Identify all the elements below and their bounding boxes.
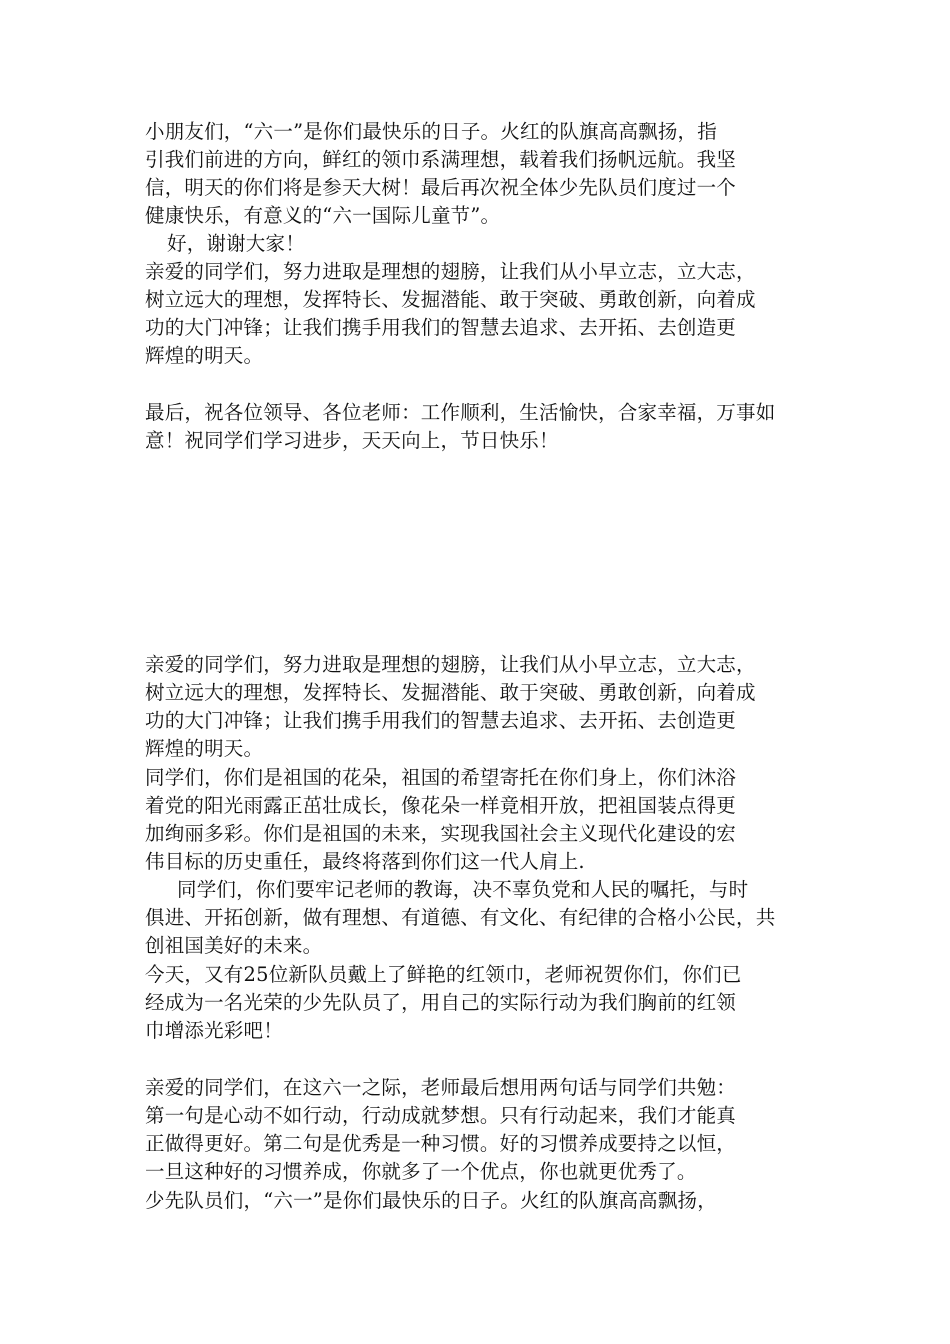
paragraph-line: 辉煌的明天。 [145, 737, 264, 760]
paragraph-line: 健康快乐，有意义的“六一国际儿童节”。 [145, 204, 501, 227]
paragraph-line: 好，谢谢大家！ [167, 232, 305, 255]
paragraph-line: 亲爱的同学们，在这六一之际，老师最后想用两句话与同学们共勉： [145, 1076, 737, 1099]
paragraph-line: 小朋友们，“六一”是你们最快乐的日子。火红的队旗高高飘扬，指 [145, 120, 717, 143]
paragraph-line: 辉煌的明天。 [145, 344, 264, 367]
paragraph-thanks [145, 230, 810, 258]
paragraph-line: 创祖国美好的未来。 [145, 934, 323, 957]
paragraph-strive-ideals [145, 258, 810, 370]
paragraph-line: 俱进、开拓创新，做有理想、有道德、有文化、有纪律的合格小公民，共 [145, 906, 776, 929]
paragraph-pioneers-greeting [145, 1187, 810, 1215]
paragraph-line: 亲爱的同学们，努力进取是理想的翅膀，让我们从小早立志，立大志， [145, 653, 756, 676]
paragraph-flowers-of-motherland [145, 764, 810, 876]
paragraph-line: 第一句是心动不如行动，行动成就梦想。只有行动起来，我们才能真 [145, 1104, 737, 1127]
paragraph-line: 同学们，你们是祖国的花朵，祖国的希望寄托在你们身上，你们沐浴 [145, 766, 737, 789]
paragraph-line: 功的大门冲锋；让我们携手用我们的智慧去追求、去开拓、去创造更 [145, 316, 737, 339]
paragraph-remember-teachings [145, 876, 810, 960]
paragraph-line: 少先队员们，“六一”是你们最快乐的日子。火红的队旗高高飘扬， [145, 1189, 717, 1212]
paragraph-strive-ideals-repeat [145, 651, 810, 763]
paragraph-line: 今天，又有25位新队员戴上了鲜艳的红领巾，老师祝贺你们，你们已 [145, 963, 742, 986]
paragraph-line: 伟目标的历史重任，最终将落到你们这一代人肩上. [145, 850, 585, 873]
paragraph-new-members [145, 961, 810, 1045]
paragraph-line: 亲爱的同学们，努力进取是理想的翅膀，让我们从小早立志，立大志， [145, 260, 756, 283]
paragraph-line: 正做得更好。第二句是优秀是一种习惯。好的习惯养成要持之以恒， [145, 1132, 737, 1155]
paragraph-line: 加绚丽多彩。你们是祖国的未来，实现我国社会主义现代化建设的宏 [145, 822, 737, 845]
paragraph-line: 功的大门冲锋；让我们携手用我们的智慧去追求、去开拓、去创造更 [145, 709, 737, 732]
paragraph-line: 经成为一名光荣的少先队员了，用自己的实际行动为我们胸前的红领 [145, 991, 737, 1014]
paragraph-line: 树立远大的理想，发挥特长、发掘潜能、敢于突破、勇敢创新，向着成 [145, 288, 756, 311]
paragraph-line: 巾增添光彩吧！ [145, 1019, 283, 1042]
paragraph-line: 树立远大的理想，发挥特长、发掘潜能、敢于突破、勇敢创新，向着成 [145, 681, 756, 704]
paragraph-line: 信，明天的你们将是参天大树！最后再次祝全体少先队员们度过一个 [145, 176, 737, 199]
paragraph-line: 最后，祝各位领导、各位老师：工作顺利，生活愉快，合家幸福，万事如 [145, 401, 776, 424]
paragraph-line: 引我们前进的方向，鲜红的领巾系满理想，载着我们扬帆远航。我坚 [145, 148, 737, 171]
paragraph-line: 意！祝同学们学习进步，天天向上，节日快乐！ [145, 429, 559, 452]
paragraph-line: 着党的阳光雨露正茁壮成长，像花朵一样竟相开放，把祖国装点得更 [145, 794, 737, 817]
paragraph-children-day-greeting [145, 118, 810, 230]
paragraph-best-wishes [145, 399, 810, 455]
paragraph-line: 同学们，你们要牢记老师的教诲，决不辜负党和人民的嘱托，与时 [177, 878, 749, 901]
paragraph-line: 一旦这种好的习惯养成，你就多了一个优点，你也就更优秀了。 [145, 1160, 697, 1183]
paragraph-two-sayings [145, 1074, 810, 1186]
